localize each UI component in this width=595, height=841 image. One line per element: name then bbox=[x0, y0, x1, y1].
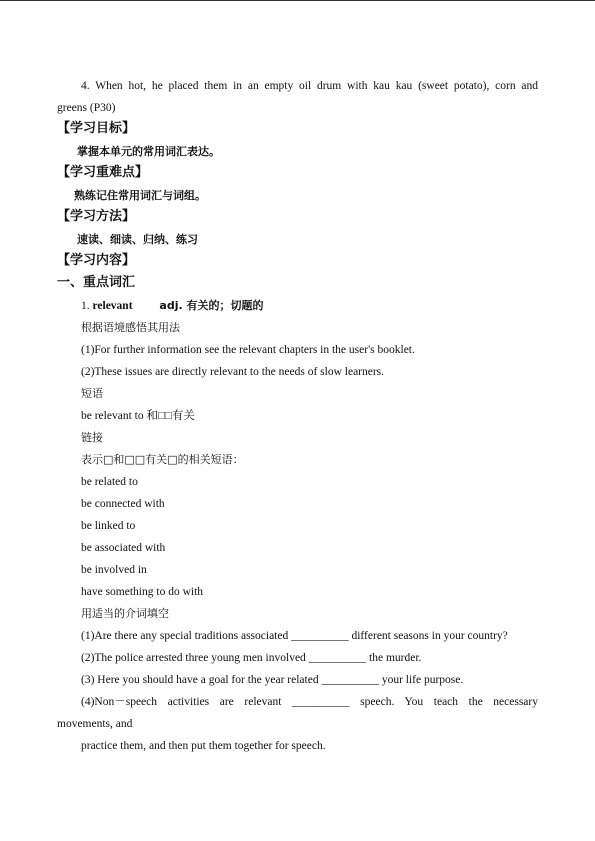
body-line: be linked to bbox=[81, 520, 136, 532]
entry-number: 1. bbox=[81, 300, 90, 312]
entry-word: relevant bbox=[92, 300, 133, 312]
page-top-border bbox=[0, 0, 595, 1]
part-one-heading: 一、重点词汇 bbox=[57, 275, 136, 290]
exercise-line: (1)Are there any special traditions associated __________ different seasons in your country? bbox=[81, 630, 508, 642]
method-heading: 【学习方法】 bbox=[57, 209, 136, 224]
body-line: 根据语境感悟其用法 bbox=[81, 321, 180, 334]
difficulty-text: 熟练记住常用词汇与词组。 bbox=[74, 189, 206, 202]
body-line: be connected with bbox=[81, 498, 165, 510]
vocab-entry bbox=[81, 299, 263, 313]
body-line: be related to bbox=[81, 476, 138, 488]
body-line: 链接 bbox=[81, 431, 103, 444]
exercise-line: (2)The police arrested three young men involved __________ the murder. bbox=[81, 652, 422, 664]
goal-heading: 【学习目标】 bbox=[57, 121, 136, 136]
body-line: 表示□和□□有关□的相关短语： bbox=[81, 453, 244, 466]
intro-line-1: 4. When hot, he placed them in an empty oil drum with kau kau (sweet potato), corn and bbox=[81, 80, 538, 92]
body-line: 短语 bbox=[81, 387, 103, 400]
body-line: be relevant to 和□□有关 bbox=[81, 410, 195, 422]
exercise-4-line-3: practice them, and then put them together for speech. bbox=[81, 740, 326, 752]
exercise-line: (3) Here you should have a goal for the year related __________ your life purpose. bbox=[81, 674, 464, 686]
body-line: have something to do with bbox=[81, 586, 204, 598]
difficulty-heading: 【学习重难点】 bbox=[57, 165, 149, 180]
method-text: 速读、细读、归纳、练习 bbox=[77, 233, 198, 246]
content-heading: 【学习内容】 bbox=[57, 253, 136, 268]
body-line: (2)These issues are directly relevant to the needs of slow learners. bbox=[81, 366, 385, 378]
intro-line-2: greens (P30) bbox=[57, 102, 116, 114]
entry-meaning: adj. 有关的；切题的 bbox=[159, 299, 264, 312]
body-line: 用适当的介词填空 bbox=[81, 607, 169, 620]
goal-text: 掌握本单元的常用词汇表达。 bbox=[77, 145, 220, 158]
body-line: be involved in bbox=[81, 564, 147, 576]
exercise-4-line-1: (4)Non－speech activities are relevant __________ speech. You teach the necessary bbox=[81, 696, 538, 708]
exercise-4-line-2: movements, and bbox=[57, 718, 133, 730]
body-line: (1)For further information see the relevant chapters in the user's booklet. bbox=[81, 344, 415, 356]
body-line: be associated with bbox=[81, 542, 166, 554]
